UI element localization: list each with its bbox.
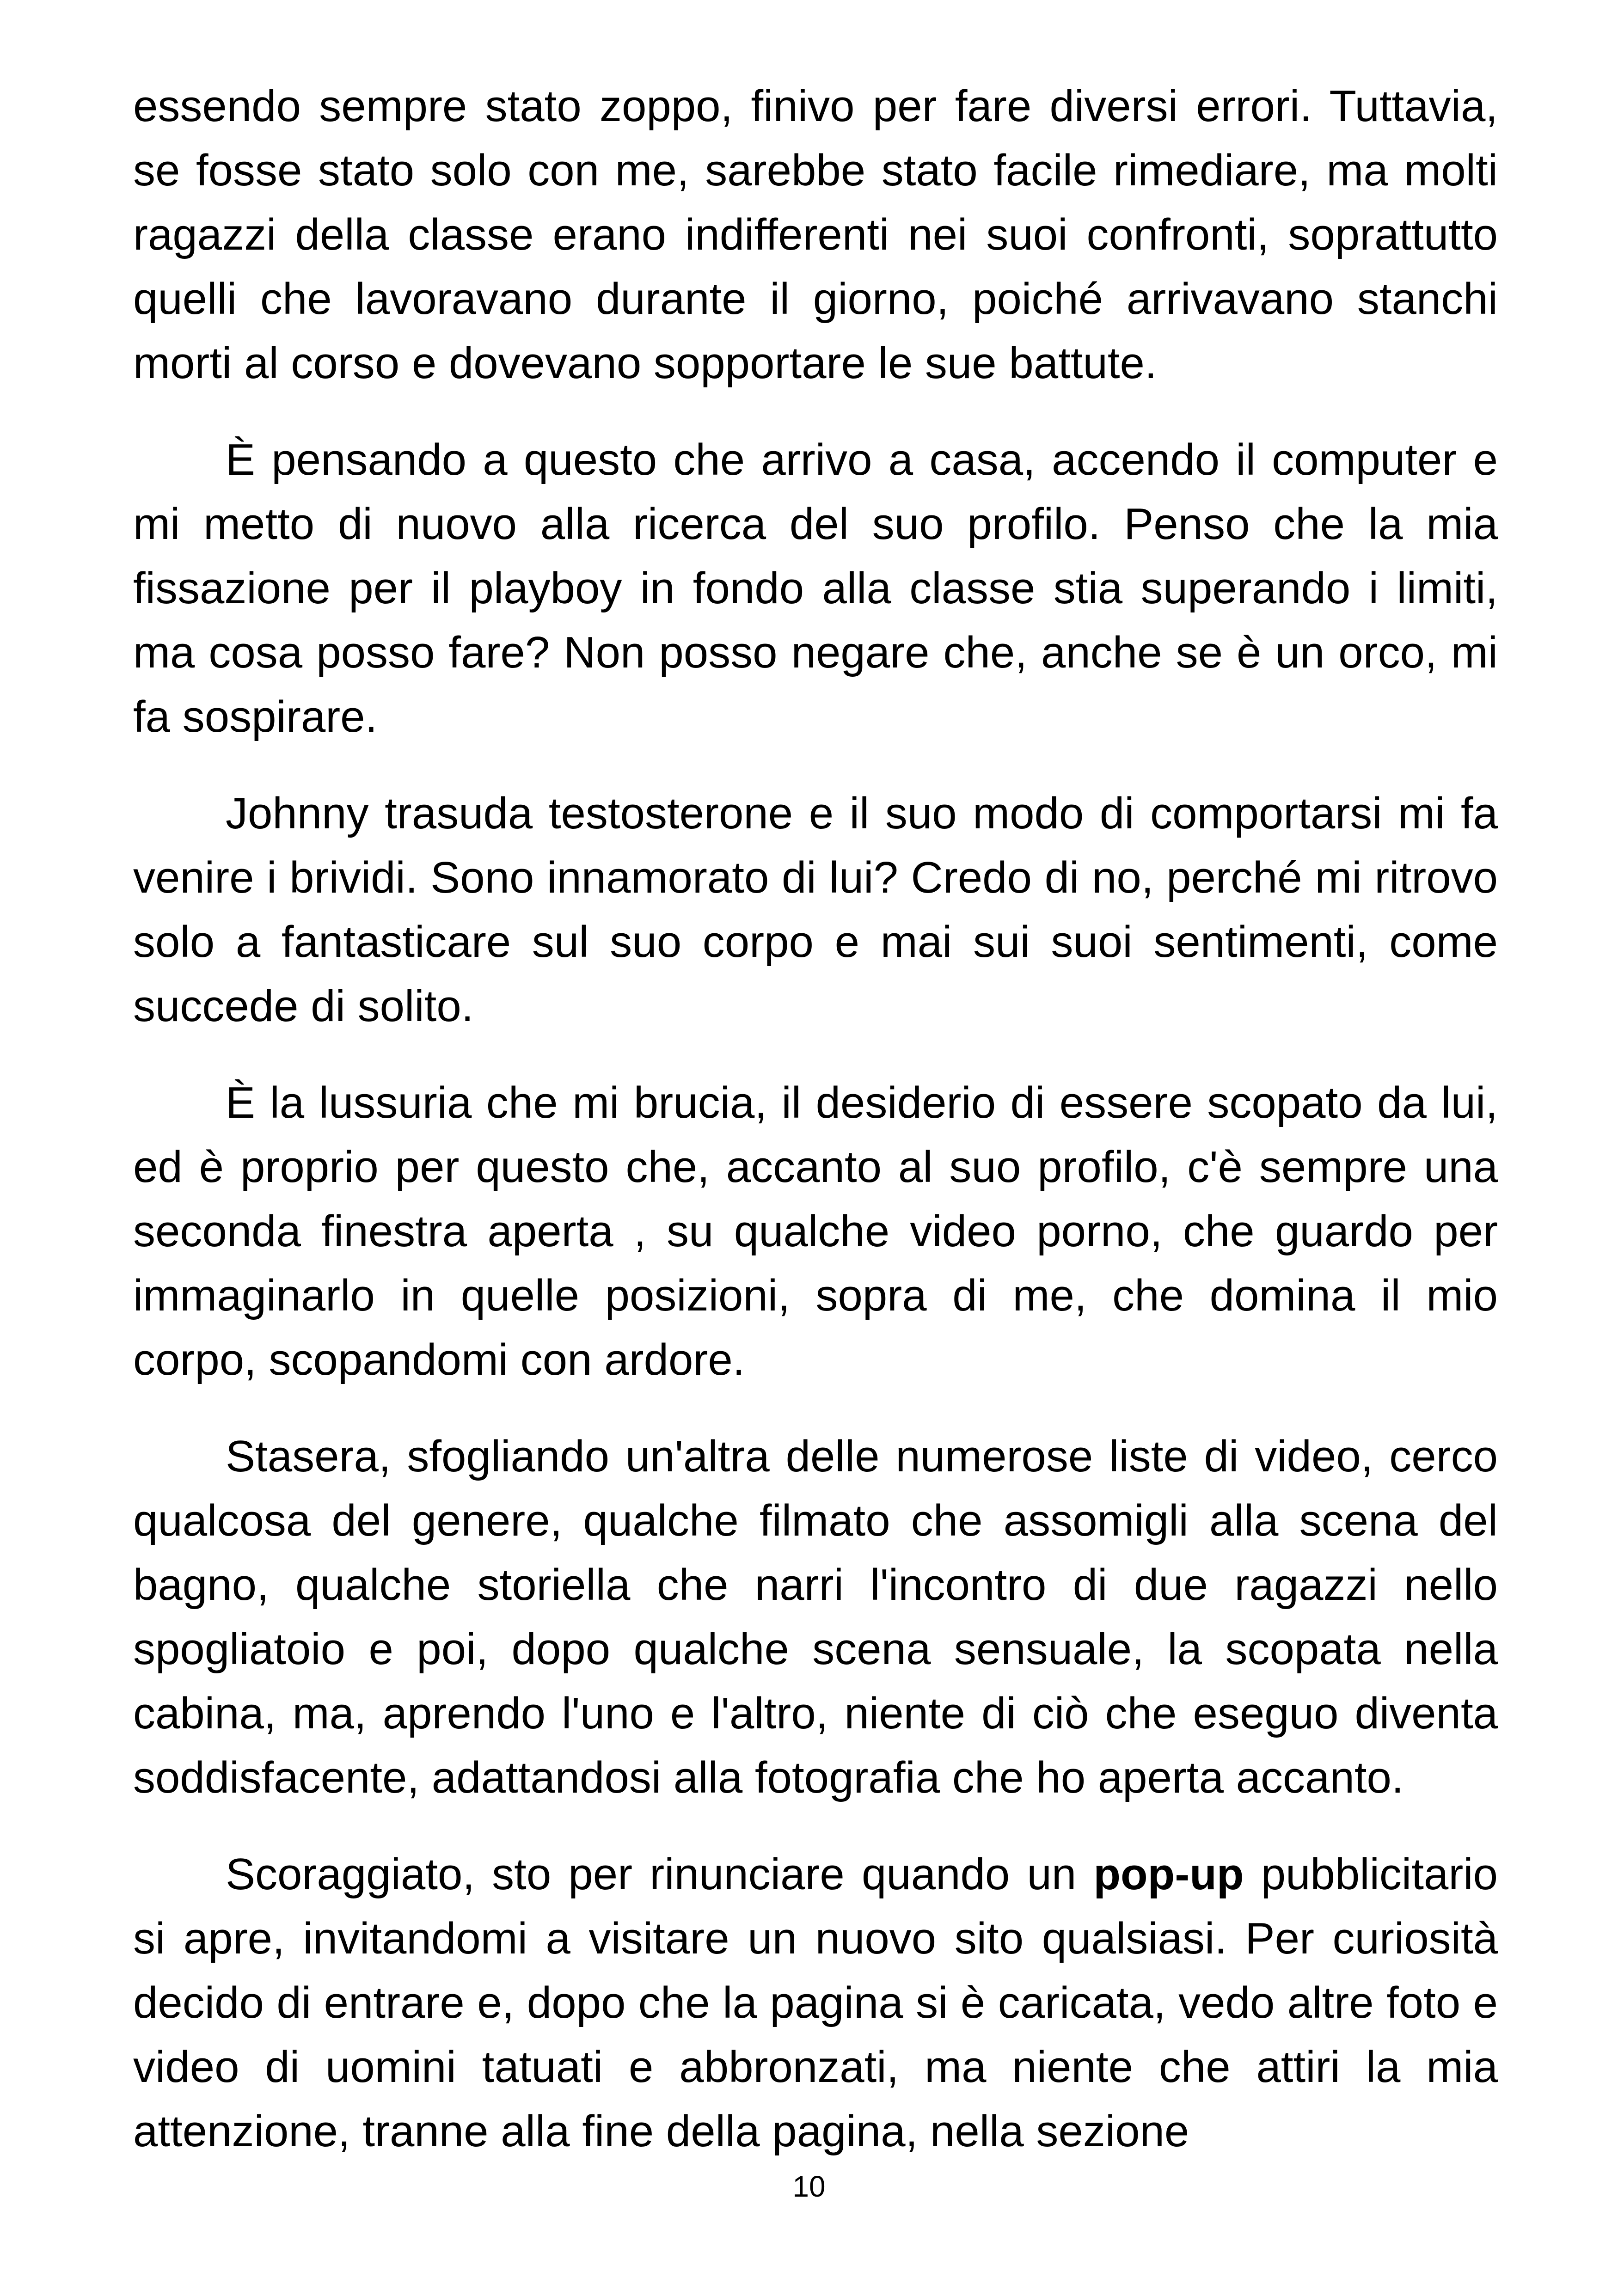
paragraph-2: È pensando a questo che arrivo a casa, accendo il computer e mi metto di nuovo alla ricerca del suo profilo. Penso che la mia fissazione per il playboy in fondo alla classe stia superando i limiti, ma cosa posso fare? Non posso negare che, anche se è un orco, mi fa sospirare. — [133, 435, 1498, 741]
paragraph-3: Johnny trasuda testosterone e il suo modo di comportarsi mi fa venire i brividi. Sono innamorato di lui? Credo di no, perché mi ritrovo solo a fantasticare sul suo corpo e mai sui suoi sentimenti, come succede di solito. — [133, 789, 1498, 1031]
paragraph-1: essendo sempre stato zoppo, finivo per fare diversi errori. Tuttavia, se fosse stato solo con me, sarebbe stato facile rimediare, ma molti ragazzi della classe erano indifferenti nei suoi confronti, soprattutto quelli che lavoravano durante il giorno, poiché arrivavano stanchi morti al corso e dovevano sopportare le sue battute. — [133, 81, 1498, 388]
page-number: 10 — [792, 2170, 826, 2203]
paragraph-6-text-start: Scoraggiato, sto per rinunciare quando un — [226, 1849, 1094, 1899]
paragraph-6 — [133, 1842, 1498, 2163]
bold-term-pop-up: pop-up — [1093, 1849, 1244, 1899]
document-page — [133, 74, 1498, 2196]
paragraph-4: È la lussuria che mi brucia, il desiderio di essere scopato da lui, ed è proprio per questo che, accanto al suo profilo, c'è sempre una seconda finestra aperta , su qualche video porno, che guardo per immaginarlo in quelle posizioni, sopra di me, che domina il mio corpo, scopandomi con ardore. — [133, 1078, 1498, 1384]
paragraph-5: Stasera, sfogliando un'altra delle numerose liste di video, cerco qualcosa del genere, qualche filmato che assomigli alla scena del bagno, qualche storiella che narri l'incontro di due ragazzi nello spogliatoio e poi, dopo qualche scena sensuale, la scopata nella cabina, ma, aprendo l'uno e l'altro, niente di ciò che eseguo diventa soddisfacente, adattandosi alla fotografia che ho aperta accanto. — [133, 1432, 1498, 1802]
paragraph-6-text-end: pubblicitario si apre, invitandomi a visitare un nuovo sito qualsiasi. Per curiosità decido di entrare e, dopo che la pagina si è caricata, vedo altre foto e video di uomini tatuati e abbronzati, ma niente che attiri la mia attenzione, tranne alla fine della pagina, nella sezione — [133, 1849, 1498, 2156]
